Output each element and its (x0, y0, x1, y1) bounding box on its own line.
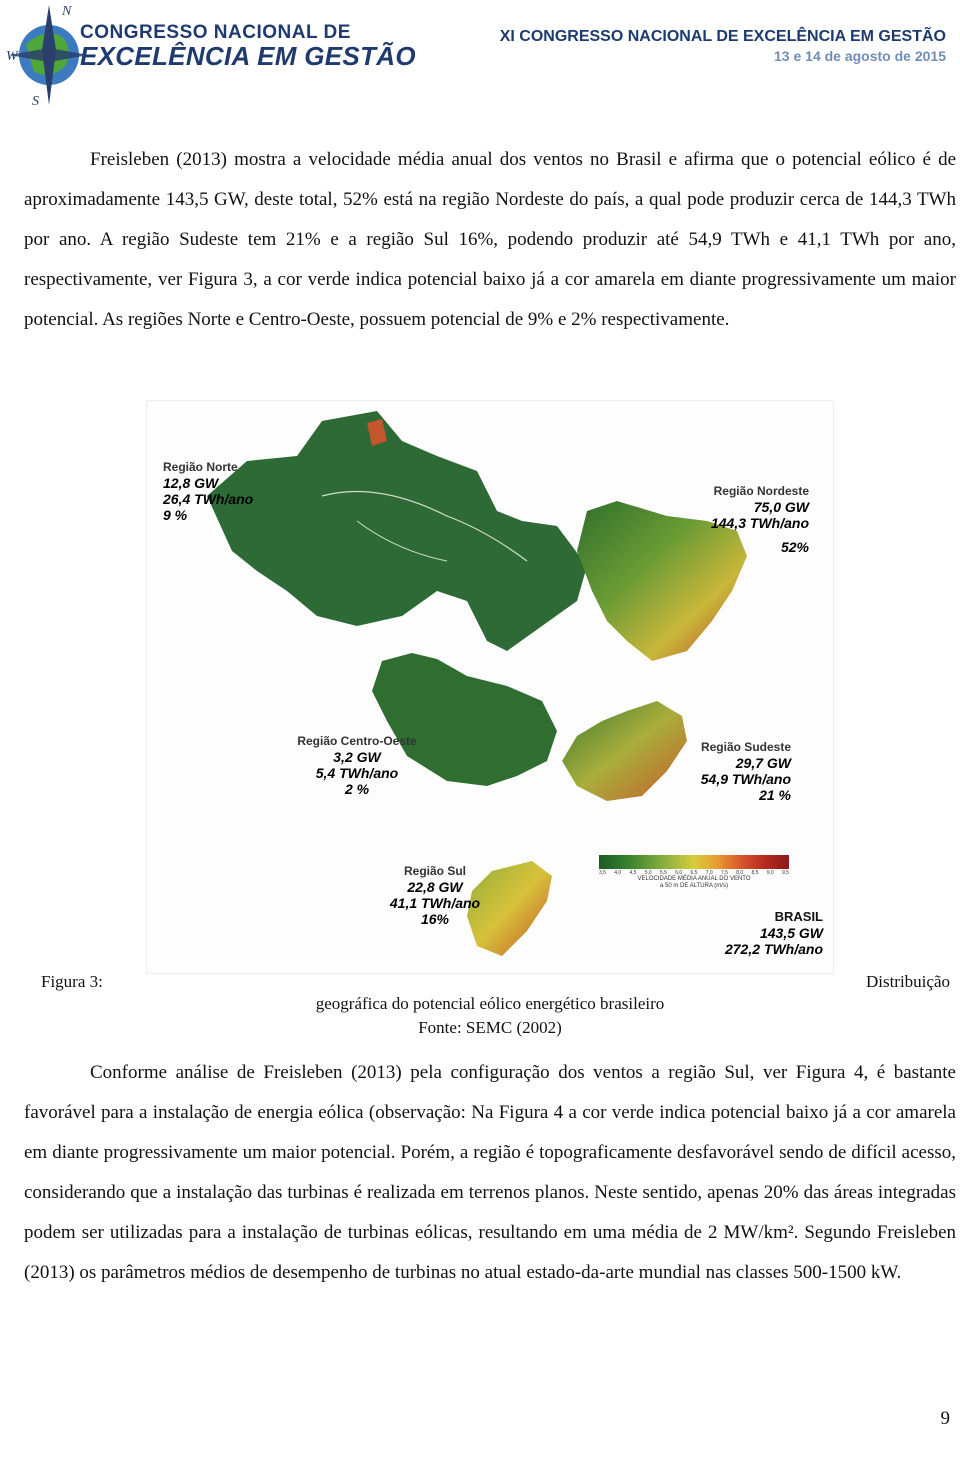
label-norte-twh: 26,4 TWh/ano (163, 491, 254, 507)
svg-text:W: W (6, 49, 18, 64)
legend-tick: 3,5 (599, 870, 606, 876)
page-header (0, 0, 960, 110)
label-nordeste-twh: 144,3 TWh/ano (710, 515, 809, 531)
label-norte-name: Região Norte (163, 460, 238, 474)
label-centro-oeste-twh: 5,4 TWh/ano (315, 765, 399, 781)
svg-text:N: N (62, 4, 72, 19)
legend-caption-2: a 50 m DE ALTURA (m/s) (660, 883, 728, 889)
legend-tick: 4,5 (629, 870, 637, 876)
label-nordeste-pct: 52% (780, 539, 809, 555)
label-sul-gw: 22,8 GW (407, 879, 463, 895)
label-sul-twh: 41,1 TWh/ano (389, 895, 481, 911)
label-nordeste-gw: 75,0 GW (753, 499, 809, 515)
label-nordeste-name: Região Nordeste (713, 484, 809, 498)
logo-wordmark (80, 22, 416, 72)
label-sudeste-twh: 54,9 TWh/ano (700, 771, 791, 787)
figure-caption (0, 992, 960, 1040)
legend-tick: 5,5 (660, 870, 667, 876)
legend-tick: 6,0 (675, 870, 683, 876)
figure-caption-right: Distribuição (865, 972, 950, 991)
legend-tick: 4,0 (614, 870, 622, 876)
label-sudeste-gw: 29,7 GW (735, 755, 791, 771)
figure-caption-label: Figura 3: (41, 972, 103, 991)
legend-tick: 8,5 (751, 870, 759, 876)
label-norte-pct: 9 % (163, 507, 188, 523)
body-paragraph-2: Conforme análise de Freisleben (2013) pela configuração dos ventos a região Sul, ver Figura 4, é bastante favorável para a instalação de energia eólica (observação: Na Figura 4 a cor verde indica potencial baixo já a cor amarela em diante progressivamente um maior potencial. Porém, a região é topograficamente desfavorável sendo de difícil acesso, considerando que a instalação das turbinas é realizada em terrenos planos. Neste sentido, apenas 20% das áreas integradas podem ser utilizadas para a instalação de turbinas eólicas, resultando em uma média de 2 MW/km². Segundo Freisleben (2013) os parâmetros médios de desempenho de turbinas no atual estado-da-arte mundial nas classes 500-1500 kW. (24, 1062, 956, 1283)
legend-tick: 7,0 (705, 870, 713, 876)
label-regiao-nordeste (699, 483, 809, 555)
body-paragraph-1: Freisleben (2013) mostra a velocidade média anual dos ventos no Brasil e afirma que o potencial eólico é de aproximadamente 143,5 GW, deste total, 52% está na região Nordeste do país, a qual pode produzir cerca de 144,3 TWh por ano. A região Sudeste tem 21% e a região Sul 16%, podendo produzir até 54,9 TWh e 41,1 TWh por ano, respectivamente, ver Figura 3, a cor verde indica potencial baixo já a cor amarela em diante progressivamente um maior potencial. As regiões Norte e Centro-Oeste, possuem potencial de 9% e 2% respectivamente. (24, 149, 956, 330)
label-regiao-sudeste (691, 739, 791, 803)
logo-line-1: CONGRESSO NACIONAL DE (80, 22, 351, 43)
label-regiao-norte (163, 459, 253, 523)
label-brasil-name: BRASIL (774, 909, 823, 924)
event-date: 13 e 14 de agosto de 2015 (774, 48, 946, 64)
legend-tick: 8,0 (736, 870, 744, 876)
legend-tick: 5,0 (644, 870, 652, 876)
legend-tick: 9,5 (782, 870, 789, 876)
logo-line-2: EXCELÊNCIA EM GESTÃO (80, 41, 416, 71)
label-sul-name: Região Sul (403, 864, 466, 878)
page-number: 9 (940, 1408, 950, 1429)
legend-tick: 6,5 (690, 870, 698, 876)
wind-speed-legend (599, 855, 789, 890)
wind-potential-map (146, 400, 834, 974)
label-sudeste-pct: 21 % (759, 787, 791, 803)
figure-caption-source: Fonte: SEMC (2002) (418, 1018, 562, 1037)
label-brasil-twh: 272,2 TWh/ano (724, 941, 823, 957)
label-centro-oeste-pct: 2 % (344, 781, 370, 797)
figure-caption-line2: geográfica do potencial eólico energético brasileiro (315, 994, 665, 1013)
label-sudeste-name: Região Sudeste (700, 740, 791, 754)
legend-tick: 7,5 (721, 870, 728, 876)
legend-color-bar (599, 855, 789, 869)
region-norte-shape (207, 411, 587, 651)
label-centro-oeste-name: Região Centro-Oeste (297, 734, 417, 748)
label-regiao-sul (385, 863, 485, 927)
svg-text:S: S (32, 94, 39, 109)
header-event-info (500, 28, 946, 64)
label-regiao-centro-oeste (293, 733, 421, 797)
event-title: XI CONGRESSO NACIONAL DE EXCELÊNCIA EM GESTÃO (499, 28, 946, 45)
label-sul-pct: 16% (420, 911, 450, 927)
legend-tick: 9,0 (766, 870, 774, 876)
label-brasil-gw: 143,5 GW (759, 925, 823, 941)
label-centro-oeste-gw: 3,2 GW (333, 749, 381, 765)
label-norte-gw: 12,8 GW (163, 475, 219, 491)
legend-caption-1: VELOCIDADE MÉDIA ANUAL DO VENTO (637, 876, 751, 882)
label-brasil-total (717, 909, 823, 957)
region-sudeste-shape (562, 701, 687, 801)
